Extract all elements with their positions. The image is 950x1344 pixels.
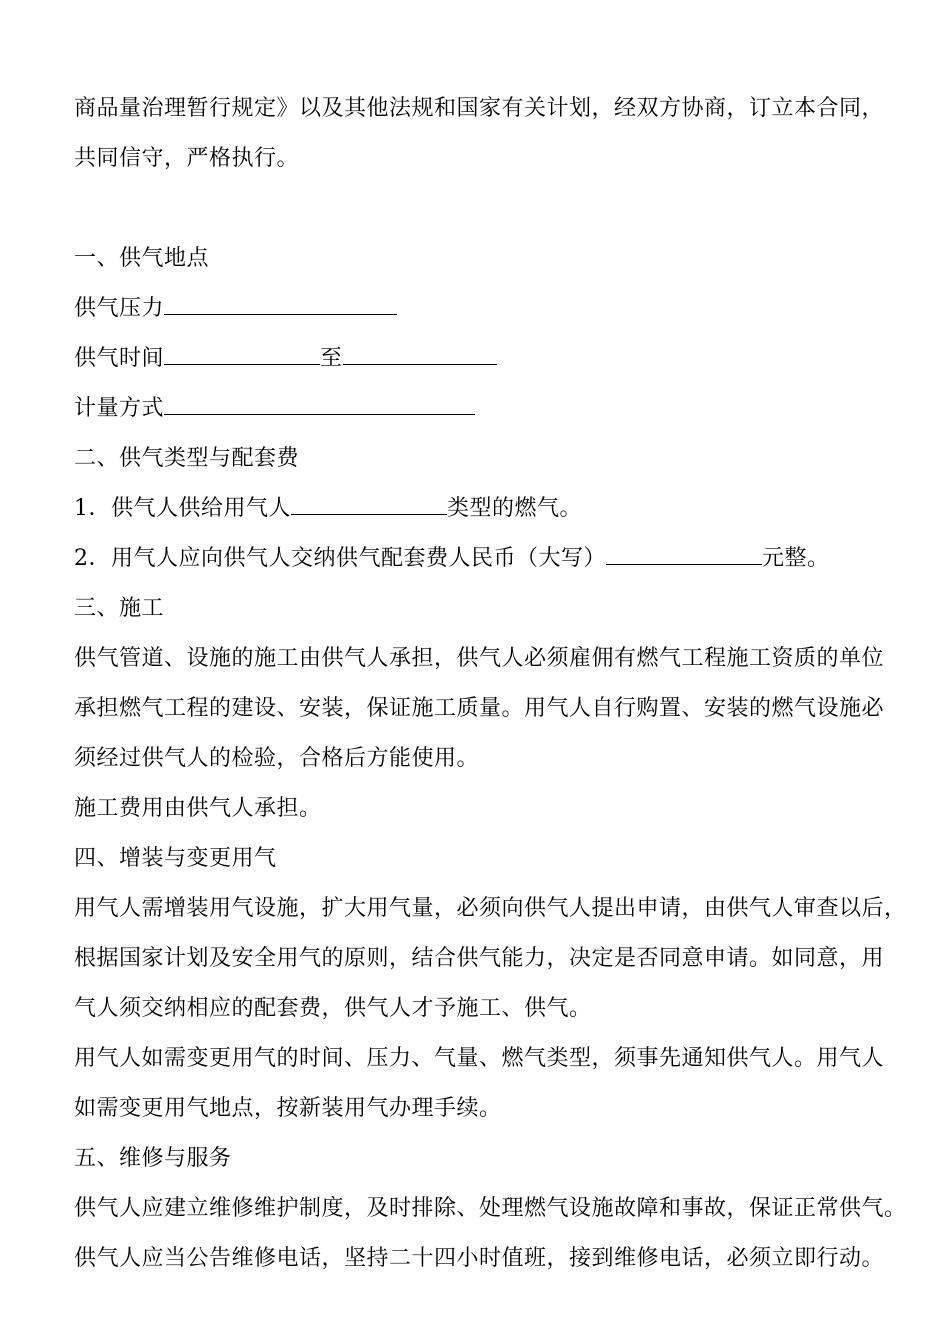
pressure-row — [74, 284, 904, 334]
gas-type-suffix: 类型的燃气。 — [447, 496, 583, 521]
section-4-line-5: 如需变更用气地点，按新装用气办理手续。 — [74, 1096, 502, 1121]
time-to-label: 至 — [320, 346, 343, 371]
section-3-line-2: 承担燃气工程的建设、安装，保证施工质量。用气人自行购置、安装的燃气设施必 — [74, 696, 885, 721]
gas-type-row — [74, 484, 904, 534]
section-5-line-2: 供气人应当公告维修电话，坚持二十四小时值班，接到维修电话，必须立即行动。 — [74, 1246, 885, 1271]
section-3-heading: 三、施工 — [74, 596, 165, 621]
gas-type-prefix: 1．供气人供给用气人 — [74, 496, 291, 521]
section-4-line-2: 根据国家计划及安全用气的原则，结合供气能力，决定是否同意申请。如同意，用 — [74, 946, 885, 971]
time-row — [74, 334, 904, 384]
meter-label: 计量方式 — [74, 396, 165, 421]
time-end-blank[interactable] — [343, 334, 497, 365]
intro-line-1: 商品量治理暂行规定》以及其他法规和国家有关计划，经双方协商，订立本合同， — [74, 96, 885, 121]
fee-row — [74, 534, 904, 584]
section-3-line-3: 须经过供气人的检验，合格后方能使用。 — [74, 746, 480, 771]
section-3-line-4: 施工费用由供气人承担。 — [74, 796, 322, 821]
fee-blank[interactable] — [606, 534, 762, 565]
fee-prefix: 2．用气人应向供气人交纳供气配套费人民币（大写） — [74, 546, 606, 571]
contract-page — [74, 84, 907, 1284]
meter-row — [74, 384, 904, 434]
intro-line-2: 共同信守，严格执行。 — [74, 146, 300, 171]
section-4-heading: 四、增装与变更用气 — [74, 846, 277, 871]
section-4-line-3: 气人须交纳相应的配套费，供气人才予施工、供气。 — [74, 996, 592, 1021]
section-5-heading: 五、维修与服务 — [74, 1146, 232, 1171]
pressure-label: 供气压力 — [74, 296, 165, 321]
time-start-blank[interactable] — [164, 334, 320, 365]
time-label: 供气时间 — [74, 346, 165, 371]
section-4-line-1: 用气人需增装用气设施，扩大用气量，必须向供气人提出申请，由供气人审查以后， — [74, 896, 907, 921]
section-3-line-1: 供气管道、设施的施工由供气人承担，供气人必须雇佣有燃气工程施工资质的单位 — [74, 646, 885, 671]
section-2-heading: 二、供气类型与配套费 — [74, 446, 300, 471]
section-5-line-1: 供气人应建立维修维护制度，及时排除、处理燃气设施故障和事故，保证正常供气。 — [74, 1196, 907, 1221]
meter-blank[interactable] — [164, 384, 475, 415]
gas-type-blank[interactable] — [291, 484, 447, 515]
spacer — [74, 184, 904, 234]
section-4-line-4: 用气人如需变更用气的时间、压力、气量、燃气类型，须事先通知供气人。用气人 — [74, 1046, 885, 1071]
pressure-blank[interactable] — [164, 284, 397, 315]
fee-suffix: 元整。 — [762, 546, 830, 571]
section-1-heading: 一、供气地点 — [74, 246, 210, 271]
